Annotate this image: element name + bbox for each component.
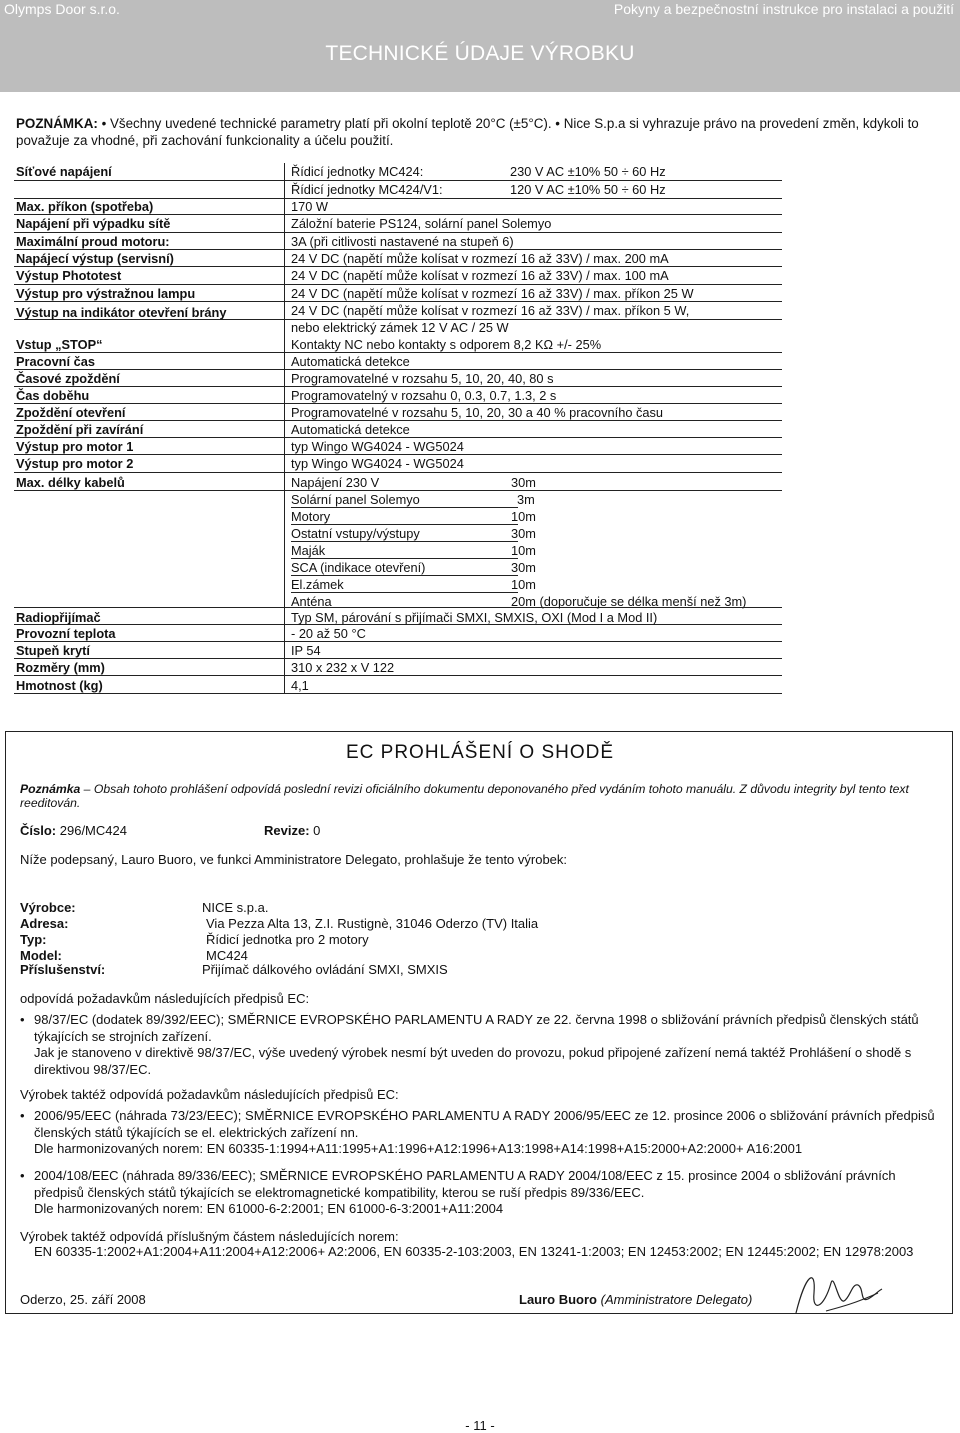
spec-label: Provozní teplota <box>16 626 116 641</box>
mfr-value: Řídicí jednotka pro 2 motory <box>206 932 369 947</box>
spec-row <box>14 642 782 659</box>
bullet-icon: • <box>555 116 564 131</box>
cable-name: Anténa <box>291 594 332 609</box>
ec-revision: 0 <box>313 823 321 838</box>
spec-value: Kontakty NC nebo kontakty s odporem 8,2 KΩ +/- 25% <box>291 337 602 352</box>
cable-lengths <box>14 473 782 613</box>
cable-name: Solární panel Solemyo <box>291 492 420 507</box>
spec-value: 24 V DC (napětí může kolísat v rozmezí 16 až 33V) / max. příkon 25 W <box>291 286 694 301</box>
cable-length: 10m <box>511 543 536 558</box>
mfr-label: Výrobce: <box>20 900 76 915</box>
spec-row-indicator-2 <box>14 320 782 336</box>
ec-number-line <box>20 823 127 838</box>
spec-unit: Řídicí jednotky MC424: <box>291 164 424 179</box>
spec-row <box>14 421 782 438</box>
spec-label: Napájecí výstup (servisní) <box>16 251 174 266</box>
spec-label: Stupeň krytí <box>16 643 90 658</box>
divider <box>291 558 518 559</box>
ec-requirements-3: Výrobek taktéž odpovídá příslušným částem následujících norem: <box>20 1229 399 1244</box>
spec-value: Programovatelné v rozsahu 5, 10, 20, 40, 80 s <box>291 371 554 386</box>
ec-note-text: – Obsah tohoto prohlášení odpovídá poslední revizi oficiálního dokumentu deponovaného před vydáním tohoto manuálu. Z důvodu integrity byl tento text reeditován. <box>20 782 909 810</box>
mfr-value: MC424 <box>206 948 248 963</box>
ec-signer-role: (Amministratore Delegato) <box>600 1292 753 1307</box>
page-number: - 11 - <box>465 1418 495 1433</box>
mfr-value: Přijímač dálkového ovládání SMXI, SMXIS <box>202 962 448 977</box>
spec-value: 170 W <box>291 199 328 214</box>
ec-signer: Lauro Buoro <box>519 1292 597 1307</box>
mfr-label: Model: <box>20 948 62 963</box>
signature-icon <box>786 1263 886 1323</box>
section-title: TECHNICKÉ ÚDAJE VÝROBKU <box>325 42 635 65</box>
spec-value: Záložní baterie PS124, solární panel Solemyo <box>291 216 552 231</box>
spec-row <box>14 233 782 250</box>
spec-value: 24 V DC (napětí může kolísat v rozmezí 16 až 33V) / max. 200 mA <box>291 251 669 266</box>
cable-length: 10m <box>511 577 536 592</box>
spec-label: Max. délky kabelů <box>16 475 125 490</box>
bullet-icon: • <box>20 1168 25 1183</box>
spec-row <box>14 455 782 473</box>
spec-value: Typ SM, párování s přijímači SMXI, SMXIS, OXI (Mod I a Mod II) <box>291 610 658 625</box>
bullet-icon: • <box>20 1012 25 1027</box>
divider <box>291 575 518 576</box>
divider <box>291 541 518 542</box>
spec-row <box>14 250 782 267</box>
company-name: Olymps Door s.r.o. <box>4 1 120 17</box>
cable-length: 30m <box>511 526 536 541</box>
cable-name: Ostatní vstupy/výstupy <box>291 526 420 541</box>
cable-name: Maják <box>291 543 326 558</box>
ec-place-date: Oderzo, 25. září 2008 <box>20 1292 146 1307</box>
divider <box>291 524 518 525</box>
cable-length: 30m <box>511 475 536 490</box>
spec-unit: Řídicí jednotky MC424/V1: <box>291 182 443 197</box>
spec-label: Zpoždění otevření <box>16 405 126 420</box>
cable-length: 20m (doporučuje se délka menší než 3m) <box>511 594 747 609</box>
ec-signer-line <box>519 1292 752 1307</box>
divider <box>291 592 518 593</box>
spec-label: Výstup pro motor 2 <box>16 456 134 471</box>
spec-label: Výstup pro výstražnou lampu <box>16 286 196 301</box>
cable-length: 3m <box>517 492 535 507</box>
ec-requirements-1: odpovídá požadavkům následujících předpisů EC: <box>20 991 310 1006</box>
ec-title: EC PROHLÁŠENÍ O SHODĚ <box>345 742 615 763</box>
spec-row <box>14 625 782 642</box>
note <box>16 115 946 149</box>
spec-value: IP 54 <box>291 643 321 658</box>
spec-label: Čas doběhu <box>16 388 90 403</box>
spec-label: Radiopřijímač <box>16 610 101 625</box>
spec-label: Pracovní čas <box>16 354 95 369</box>
ec-norms: EN 60335-1:2002+A1:2004+A11:2004+A12:2006+ A2:2006, EN 60335-2-103:2003, EN 13241-1:2003; EN 12453:2002; EN 12445:2002; EN 12978:2003 <box>34 1244 914 1259</box>
spec-row <box>14 198 782 215</box>
ec-directive-text: 2006/95/EEC (náhrada 73/23/EEC); SMĚRNICE EVROPSKÉHO PARLAMENTU A RADY 2006/95/EEC ze 12. prosince 2006 o sbližování právních předpisů členských států týkajících se el. elektrických zařízení nn. <box>34 1108 935 1140</box>
spec-label: Rozměry (mm) <box>16 660 105 675</box>
ec-directive-norms: Dle harmonizovaných norem: EN 60335-1:1994+A11:1995+A1:1996+A12:1996+A13:1998+A14:1998+A15:2000+A2:2000+ A16:2001 <box>34 1141 803 1156</box>
ec-note-label: Poznámka <box>20 782 81 796</box>
mfr-label: Adresa: <box>20 916 69 931</box>
spec-value: 3A (při citlivosti nastavené na stupeň 6) <box>291 234 514 249</box>
spec-value: Programovatelný v rozsahu 0, 0.3, 0.7, 1.3, 2 s <box>291 388 557 403</box>
spec-value: 230 V AC ±10% 50 ÷ 60 Hz <box>510 164 666 179</box>
spec-label: Výstup na indikátor otevření brány <box>16 305 227 320</box>
spec-label: Napájení při výpadku sítě <box>16 216 171 231</box>
spec-row <box>14 285 782 302</box>
spec-row <box>14 215 782 233</box>
ec-declaration <box>5 731 953 1314</box>
cable-name: SCA (indikace otevření) <box>291 560 426 575</box>
spec-row <box>14 404 782 421</box>
spec-row <box>14 607 782 625</box>
spec-value: - 20 až 50 °C <box>291 626 366 641</box>
ec-directive-text: 2004/108/EEC (náhrada 89/336/EEC); SMĚRNICE EVROPSKÉHO PARLAMENTU A RADY 2004/108/EEC z 15. prosince 2004 o sbližování právních předpisů členských států týkajících se elektromagnetické kompatibility, kterou se ruší předpis 89/336/EEC. <box>34 1168 896 1200</box>
spec-label: Zpoždění při zavírání <box>16 422 144 437</box>
spec-row <box>14 438 782 455</box>
spec-row-indicator <box>14 302 782 320</box>
cable-length: 30m <box>511 560 536 575</box>
spec-row <box>14 370 782 387</box>
document-title: Pokyny a bezpečnostní instrukce pro instalaci a použití <box>613 1 954 17</box>
spec-value: Automatická detekce <box>291 422 410 437</box>
note-text-1: Všechny uvedené technické parametry platí při okolní teplotě 20°C (±5°C). <box>109 116 552 131</box>
mfr-value: NICE s.p.a. <box>202 900 269 915</box>
column-divider <box>284 163 285 694</box>
spec-label: Max. příkon (spotřeba) <box>16 199 154 214</box>
note-text-2: Nice S.p.a si vyhrazuje právo na provedení změn, kdykoli to považuje za vhodné, při zachování funkcionality a účelu použití. <box>16 116 919 148</box>
spec-value: 4,1 <box>291 678 309 693</box>
bullet-icon: • <box>101 116 110 131</box>
divider <box>14 490 782 491</box>
spec-row <box>14 659 782 676</box>
cable-name: Motory <box>291 509 331 524</box>
mfr-label: Příslušenství: <box>20 962 106 977</box>
spec-value: 24 V DC (napětí může kolísat v rozmezí 16 až 33V) / max. příkon 5 W, <box>291 303 690 318</box>
divider <box>291 507 518 508</box>
ec-directive-norms: Dle harmonizovaných norem: EN 61000-6-2:2001; EN 61000-6-3:2001+A11:2004 <box>34 1201 504 1216</box>
spec-value: typ Wingo WG4024 - WG5024 <box>291 456 464 471</box>
spec-row <box>14 353 782 370</box>
spec-row <box>14 336 782 353</box>
spec-value: typ Wingo WG4024 - WG5024 <box>291 439 464 454</box>
ec-revision-line <box>264 823 320 838</box>
spec-value: nebo elektrický zámek 12 V AC / 25 W <box>291 320 509 335</box>
spec-label: Maximální proud motoru: <box>16 234 170 249</box>
spec-value: 24 V DC (napětí může kolísat v rozmezí 16 až 33V) / max. 100 mA <box>291 268 669 283</box>
cable-name: Napájení 230 V <box>291 475 380 490</box>
spec-row <box>14 676 782 694</box>
ec-number-label: Číslo: <box>20 823 57 838</box>
spec-label: Časové zpoždění <box>16 371 120 386</box>
spec-label: Výstup Phototest <box>16 268 122 283</box>
spec-row <box>14 267 782 285</box>
spec-value: 310 x 232 x V 122 <box>291 660 395 675</box>
cable-length: 10m <box>511 509 536 524</box>
spec-value: 120 V AC ±10% 50 ÷ 60 Hz <box>510 182 666 197</box>
mfr-label: Typ: <box>20 932 47 947</box>
spec-value: Automatická detekce <box>291 354 410 369</box>
mfr-value: Via Pezza Alta 13, Z.I. Rustignè, 31046 Oderzo (TV) Italia <box>206 916 539 931</box>
spec-value: Programovatelné v rozsahu 5, 10, 20, 30 a 40 % pracovního času <box>291 405 664 420</box>
bullet-icon: • <box>20 1108 25 1123</box>
spec-row-power-2 <box>14 181 782 199</box>
spec-row-power <box>14 163 782 181</box>
ec-requirements-2: Výrobek taktéž odpovídá požadavkům následujících předpisů EC: <box>20 1087 399 1102</box>
ec-directive-extra: Jak je stanoveno v direktivě 98/37/EC, výše uvedený výrobek nesmí být uveden do provozu, pokud připojené zařízení nemá taktéž Prohlášení o shodě s direktivou 98/37/EC. <box>34 1045 912 1077</box>
ec-directive-text: 98/37/EC (dodatek 89/392/EEC); SMĚRNICE EVROPSKÉHO PARLAMENTU A RADY ze 22. června 1998 o sbližování právních předpisů členských států týkajících se strojních zařízení. <box>34 1012 919 1044</box>
spec-label: Hmotnost (kg) <box>16 678 103 693</box>
header-bar <box>0 0 960 92</box>
spec-label: Síťové napájení <box>16 164 112 179</box>
ec-number: 296/MC424 <box>59 823 127 838</box>
spec-label: Výstup pro motor 1 <box>16 439 134 454</box>
cable-name: El.zámek <box>291 577 344 592</box>
ec-revision-label: Revize: <box>264 823 310 838</box>
spec-row <box>14 387 782 404</box>
ec-note <box>20 782 935 810</box>
ec-intro: Níže podepsaný, Lauro Buoro, ve funkci Amministratore Delegato, prohlašuje že tento výrobek: <box>20 852 568 867</box>
note-label: POZNÁMKA: <box>16 116 98 131</box>
spec-label: Vstup „STOP“ <box>16 337 103 352</box>
